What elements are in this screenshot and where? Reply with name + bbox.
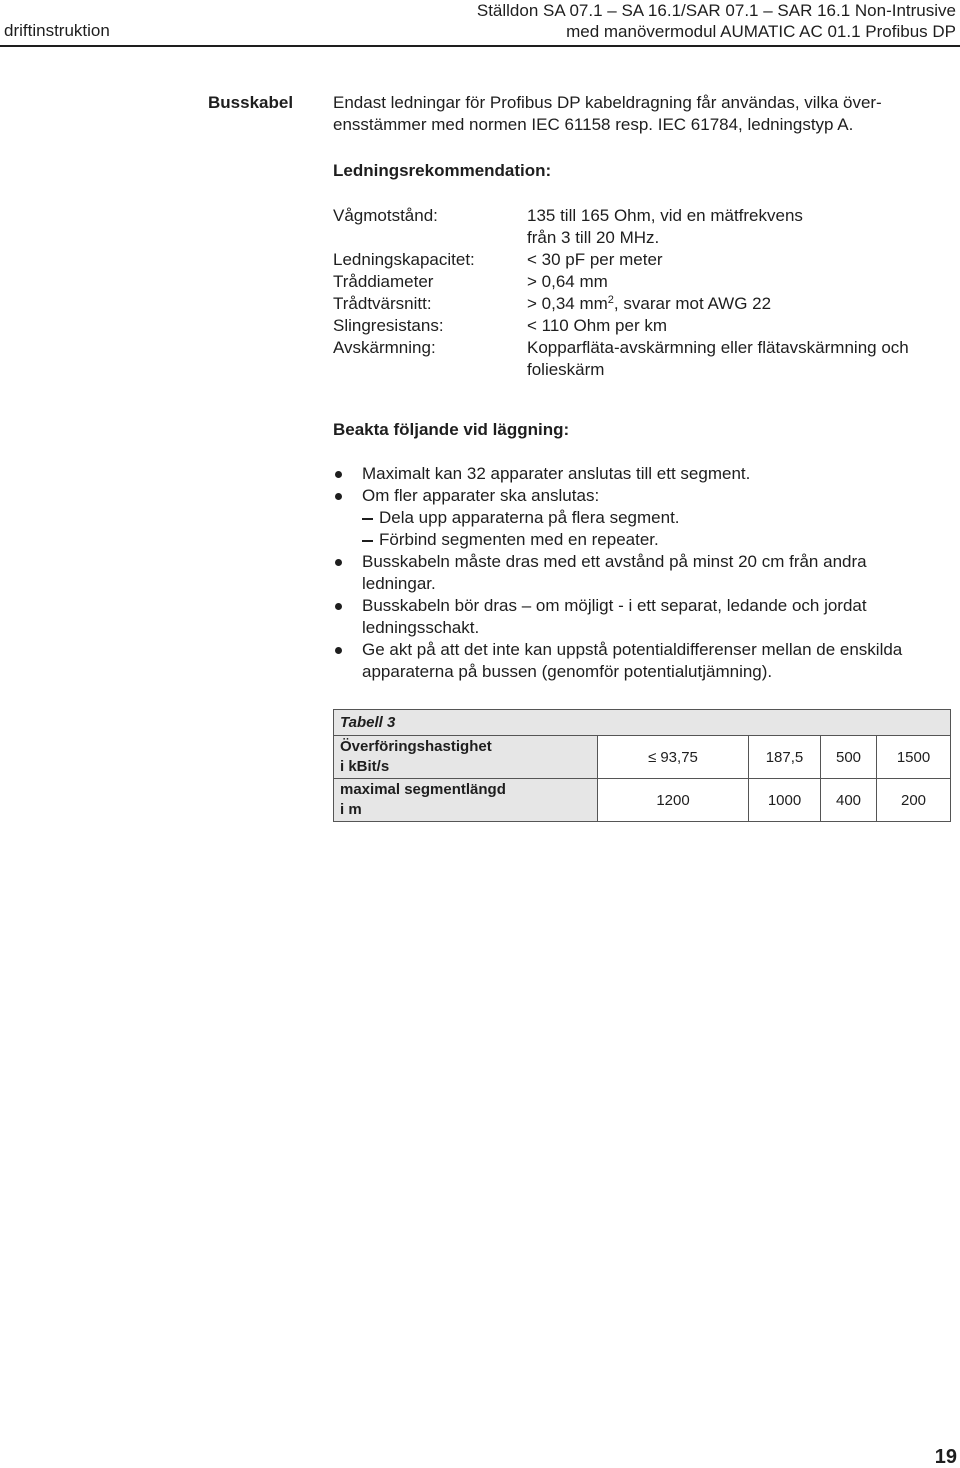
cell-value: 93,75 — [660, 748, 698, 766]
header-doc-type: driftinstruktion — [4, 21, 110, 40]
spec-value: < 30 pF per meter — [527, 250, 663, 269]
transfer-rate-table — [333, 709, 951, 822]
list-item-text: ledningsschakt. — [362, 618, 480, 637]
spec-label: Trådtvärsnitt: — [333, 294, 432, 313]
notes-heading: Beakta följande vid läggning: — [333, 420, 570, 439]
spec-label: Avskärmning: — [333, 338, 436, 357]
row-header-line: i kBit/s — [340, 758, 390, 775]
row-header-line: Överföringshastighet — [340, 738, 492, 755]
list-item — [333, 551, 955, 595]
spec-value — [527, 337, 955, 381]
intro-paragraph — [333, 92, 955, 136]
spec-label: Tråddiameter — [333, 272, 434, 291]
sub-list-item — [362, 507, 955, 529]
spec-row — [333, 293, 955, 315]
spec-value — [527, 205, 955, 249]
list-item — [333, 463, 955, 485]
table-caption: Tabell 3 — [334, 710, 951, 736]
spec-value-line: från 3 till 20 MHz. — [527, 228, 660, 247]
spec-value-line: Kopparfläta-avskärmning eller flätavskärmning och — [527, 338, 909, 357]
dash-icon — [362, 540, 373, 542]
list-item-text: Busskabeln bör dras – om möjligt - i ett separat, ledande och jordat — [362, 596, 867, 615]
dash-icon — [362, 518, 373, 520]
sub-list — [362, 507, 955, 551]
list-item — [333, 485, 955, 551]
notes-list — [333, 463, 955, 683]
page-number: 19 — [934, 1446, 957, 1468]
table-caption-row — [334, 710, 951, 736]
header-title-line2: med manövermodul AUMATIC AC 01.1 Profibus DP — [566, 22, 956, 41]
spec-row — [333, 205, 955, 249]
table-cell — [598, 736, 749, 779]
row-header-length — [334, 779, 598, 822]
table-cell: 1500 — [877, 736, 951, 779]
row-header-line: i m — [340, 801, 362, 818]
spec-value-line: folieskärm — [527, 360, 605, 379]
row-header-line: maximal segmentlängd — [340, 781, 506, 798]
spec-value: < 110 Ohm per km — [527, 316, 667, 335]
table-cell: 400 — [821, 779, 877, 822]
header-title — [477, 0, 956, 42]
sub-list-item — [362, 529, 955, 551]
list-item — [333, 595, 955, 639]
spec-value: > 0,64 mm — [527, 272, 608, 291]
spec-row — [333, 315, 955, 337]
spec-label: Slingresistans: — [333, 316, 444, 335]
spec-value-text: > 0,34 mm — [527, 294, 608, 313]
list-item — [333, 639, 955, 683]
bullet-icon — [335, 603, 342, 610]
table-row — [334, 779, 951, 822]
spec-list — [333, 205, 955, 381]
superscript: 2 — [607, 294, 614, 306]
spec-row — [333, 249, 955, 271]
table-cell: 500 — [821, 736, 877, 779]
recommendation-heading: Ledningsrekommendation: — [333, 161, 552, 180]
intro-line: ensstämmer med normen IEC 61158 resp. IEC 61784, ledningstyp A. — [333, 115, 854, 134]
spec-value — [527, 293, 955, 315]
list-item-text: Busskabeln måste dras med ett avstånd på minst 20 cm från andra — [362, 552, 867, 571]
list-item-text: ledningar. — [362, 574, 436, 593]
row-header-rate — [334, 736, 598, 779]
table-cell: 1200 — [598, 779, 749, 822]
list-item-text: Ge akt på att det inte kan uppstå potentialdifferenser mellan de enskilda — [362, 640, 903, 659]
intro-line: Endast ledningar för Profibus DP kabeldragning får användas, vilka över- — [333, 93, 882, 112]
sub-list-item-text: Förbind segmenten med en repeater. — [379, 530, 659, 549]
list-item-text: Maximalt kan 32 apparater anslutas till ett segment. — [362, 464, 751, 483]
sub-list-item-text: Dela upp apparaterna på flera segment. — [379, 508, 680, 527]
header-title-line1: Ställdon SA 07.1 – SA 16.1/SAR 07.1 – SAR 16.1 Non-Intrusive — [476, 1, 956, 20]
list-item-text: Om fler apparater ska anslutas: — [362, 486, 600, 505]
bullet-icon — [335, 471, 342, 478]
bullet-icon — [335, 559, 342, 566]
table-cell: 187,5 — [749, 736, 821, 779]
table-cell: 1000 — [749, 779, 821, 822]
section-heading: Busskabel — [208, 93, 294, 112]
bullet-icon — [335, 493, 342, 500]
less-equal-icon: ≤ — [648, 748, 657, 766]
spec-row — [333, 271, 955, 293]
spec-row — [333, 337, 955, 381]
spec-label: Ledningskapacitet: — [333, 250, 475, 269]
spec-label: Vågmotstånd: — [333, 206, 438, 225]
table-cell: 200 — [877, 779, 951, 822]
header-rule — [0, 45, 960, 47]
spec-value-line: 135 till 165 Ohm, vid en mätfrekvens — [527, 206, 803, 225]
bullet-icon — [335, 647, 342, 654]
table-row — [334, 736, 951, 779]
section-body — [333, 92, 955, 683]
list-item-text: apparaterna på bussen (genomför potentialutjämning). — [362, 662, 773, 681]
spec-value-text: , svarar mot AWG 22 — [613, 294, 772, 313]
